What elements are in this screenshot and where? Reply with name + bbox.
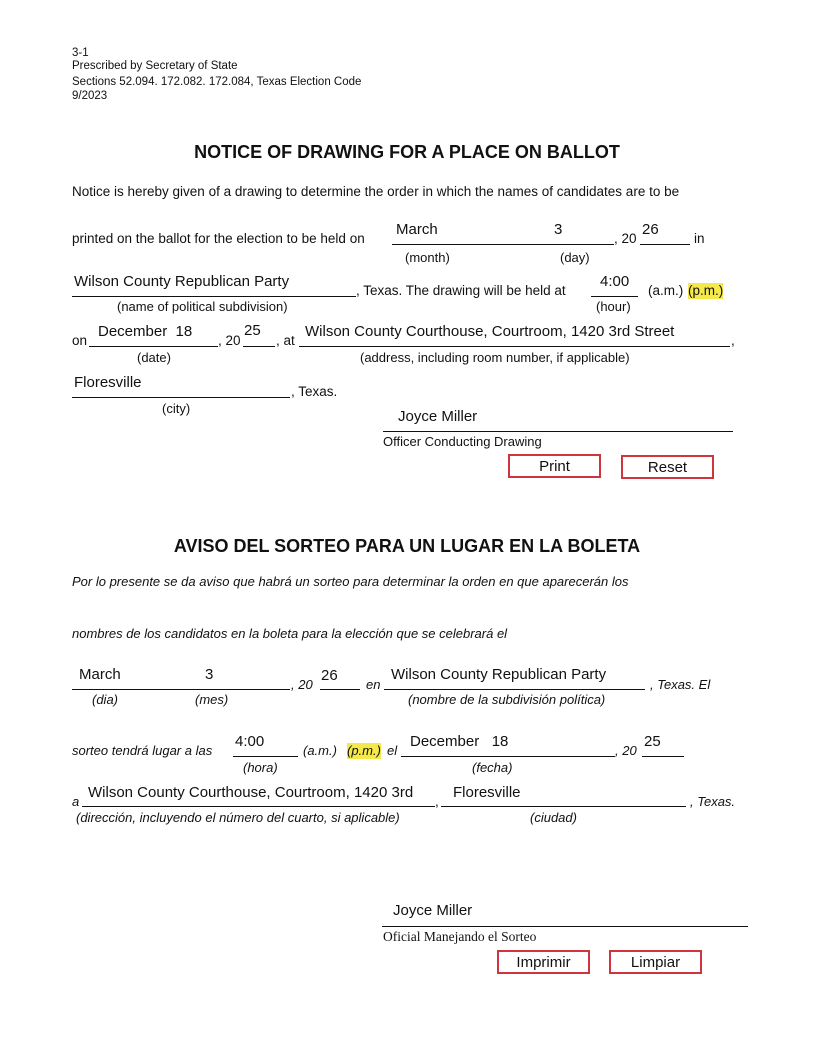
year-prefix: , 20	[614, 231, 637, 246]
officer-value[interactable]: Joyce Miller	[398, 408, 478, 425]
limpiar-button[interactable]: Limpiar	[609, 950, 702, 974]
day-label: (day)	[560, 250, 590, 265]
year-prefix: , 20	[615, 743, 637, 758]
english-title: NOTICE OF DRAWING FOR A PLACE ON BALLOT	[194, 142, 620, 162]
fecha-label: (fecha)	[472, 760, 513, 775]
address-field[interactable]	[299, 346, 730, 347]
dia-label: (dia)	[92, 692, 119, 707]
drawing-date-field[interactable]	[89, 346, 218, 347]
year-prefix: , 20	[291, 677, 313, 692]
es-year-field[interactable]	[320, 689, 360, 690]
subdivision-value[interactable]: Wilson County Republican Party	[74, 273, 290, 290]
notice-line-2: printed on the ballot for the election to be held on	[72, 231, 365, 246]
in-text: in	[694, 231, 705, 246]
city-field[interactable]	[72, 397, 290, 398]
election-year-value[interactable]: 26	[642, 221, 659, 238]
on-text: on	[72, 333, 88, 348]
aviso-line-2: nombres de los candidatos en la boleta para la elección que se celebrará el	[72, 626, 508, 641]
es-am-option[interactable]: (a.m.)	[303, 743, 337, 758]
a-text: a	[72, 794, 80, 809]
subdivision-field[interactable]	[72, 296, 356, 297]
comma: ,	[731, 333, 735, 348]
election-date-field[interactable]	[392, 244, 614, 245]
subdivision-label: (name of political subdivision)	[117, 299, 288, 314]
es-pm-option-selected[interactable]: (p.m.)	[347, 743, 381, 758]
date-label: (date)	[137, 350, 171, 365]
aviso-line-1: Por lo presente se da aviso que habrá un sorteo para determinar la orden en que aparecerán los	[72, 574, 629, 589]
comma: ,	[435, 794, 439, 809]
spanish-title: AVISO DEL SORTEO PARA UN LUGAR EN LA BOLETA	[173, 536, 641, 556]
city-label: (city)	[162, 401, 191, 416]
form-number: 3-1	[72, 47, 89, 59]
year-prefix: , 20	[218, 333, 241, 348]
pm-option-selected[interactable]: (p.m.)	[688, 283, 724, 298]
es-officer-field[interactable]	[382, 926, 748, 927]
code-sections: Sections 52.094. 172.082. 172.084, Texas Election Code	[72, 76, 362, 88]
es-city-field[interactable]	[441, 806, 686, 807]
prescribed-by: Prescribed by Secretary of State	[72, 60, 238, 72]
es-officer-value[interactable]: Joyce Miller	[393, 902, 473, 919]
notice-line-1: Notice is hereby given of a drawing to determine the order in which the names of candidates are to be	[72, 184, 680, 199]
imprimir-button[interactable]: Imprimir	[497, 950, 590, 974]
es-day-value[interactable]: 3	[205, 666, 214, 683]
officer-label: Officer Conducting Drawing	[383, 434, 542, 449]
election-month-value[interactable]: March	[396, 221, 438, 238]
es-address-field[interactable]	[82, 806, 435, 807]
es-drawing-year-field[interactable]	[642, 756, 684, 757]
month-label: (month)	[405, 250, 450, 265]
form-date: 9/2023	[72, 90, 108, 102]
address-value[interactable]: Wilson County Courthouse, Courtroom, 1420 3rd Street	[305, 323, 675, 340]
at-text: , at	[276, 333, 295, 348]
es-date-field[interactable]	[401, 756, 615, 757]
el-text: el	[387, 743, 398, 758]
hour-value[interactable]: 4:00	[600, 273, 630, 290]
held-at-text: , Texas. The drawing will be held at	[356, 283, 566, 298]
city-value[interactable]: Floresville	[74, 374, 142, 391]
drawing-year-value[interactable]: 25	[244, 322, 261, 339]
es-address-label: (dirección, incluyendo el número del cuarto, si aplicable)	[76, 810, 400, 825]
es-drawing-year-value[interactable]: 25	[644, 733, 661, 750]
officer-field[interactable]	[383, 431, 733, 432]
es-date-value[interactable]: December 18	[410, 733, 509, 750]
reset-button[interactable]: Reset	[621, 455, 714, 479]
en-text: en	[366, 677, 381, 692]
es-subdivision-value[interactable]: Wilson County Republican Party	[391, 666, 607, 683]
es-address-value[interactable]: Wilson County Courthouse, Courtroom, 1420 3rd	[88, 784, 414, 801]
es-subdivision-field[interactable]	[384, 689, 645, 690]
es-subdivision-label: (nombre de la subdivisión política)	[408, 692, 606, 707]
drawing-date-value[interactable]: December 18	[98, 323, 193, 340]
election-day-value[interactable]: 3	[554, 221, 563, 238]
am-option[interactable]: (a.m.)	[648, 283, 684, 298]
es-election-date-field[interactable]	[72, 689, 290, 690]
es-city-label: (ciudad)	[530, 810, 577, 825]
hour-field[interactable]	[591, 296, 638, 297]
es-year-value[interactable]: 26	[321, 667, 338, 684]
hora-label: (hora)	[243, 760, 278, 775]
es-officer-label: Oficial Manejando el Sorteo	[383, 929, 537, 944]
es-hour-field[interactable]	[233, 756, 298, 757]
sorteo-text: sorteo tendrá lugar a las	[72, 743, 213, 758]
print-button[interactable]: Print	[508, 454, 601, 478]
drawing-year-field[interactable]	[243, 346, 275, 347]
es-city-value[interactable]: Floresville	[453, 784, 521, 801]
address-label: (address, including room number, if applicable)	[360, 350, 630, 365]
texas-text: , Texas.	[291, 384, 338, 399]
hour-label: (hour)	[596, 299, 631, 314]
es-month-value[interactable]: March	[79, 666, 121, 683]
es-texas-text: , Texas.	[690, 794, 736, 809]
election-year-field[interactable]	[640, 244, 690, 245]
mes-label: (mes)	[195, 692, 229, 707]
texas-el-text: , Texas. El	[650, 677, 711, 692]
es-hour-value[interactable]: 4:00	[235, 733, 265, 750]
